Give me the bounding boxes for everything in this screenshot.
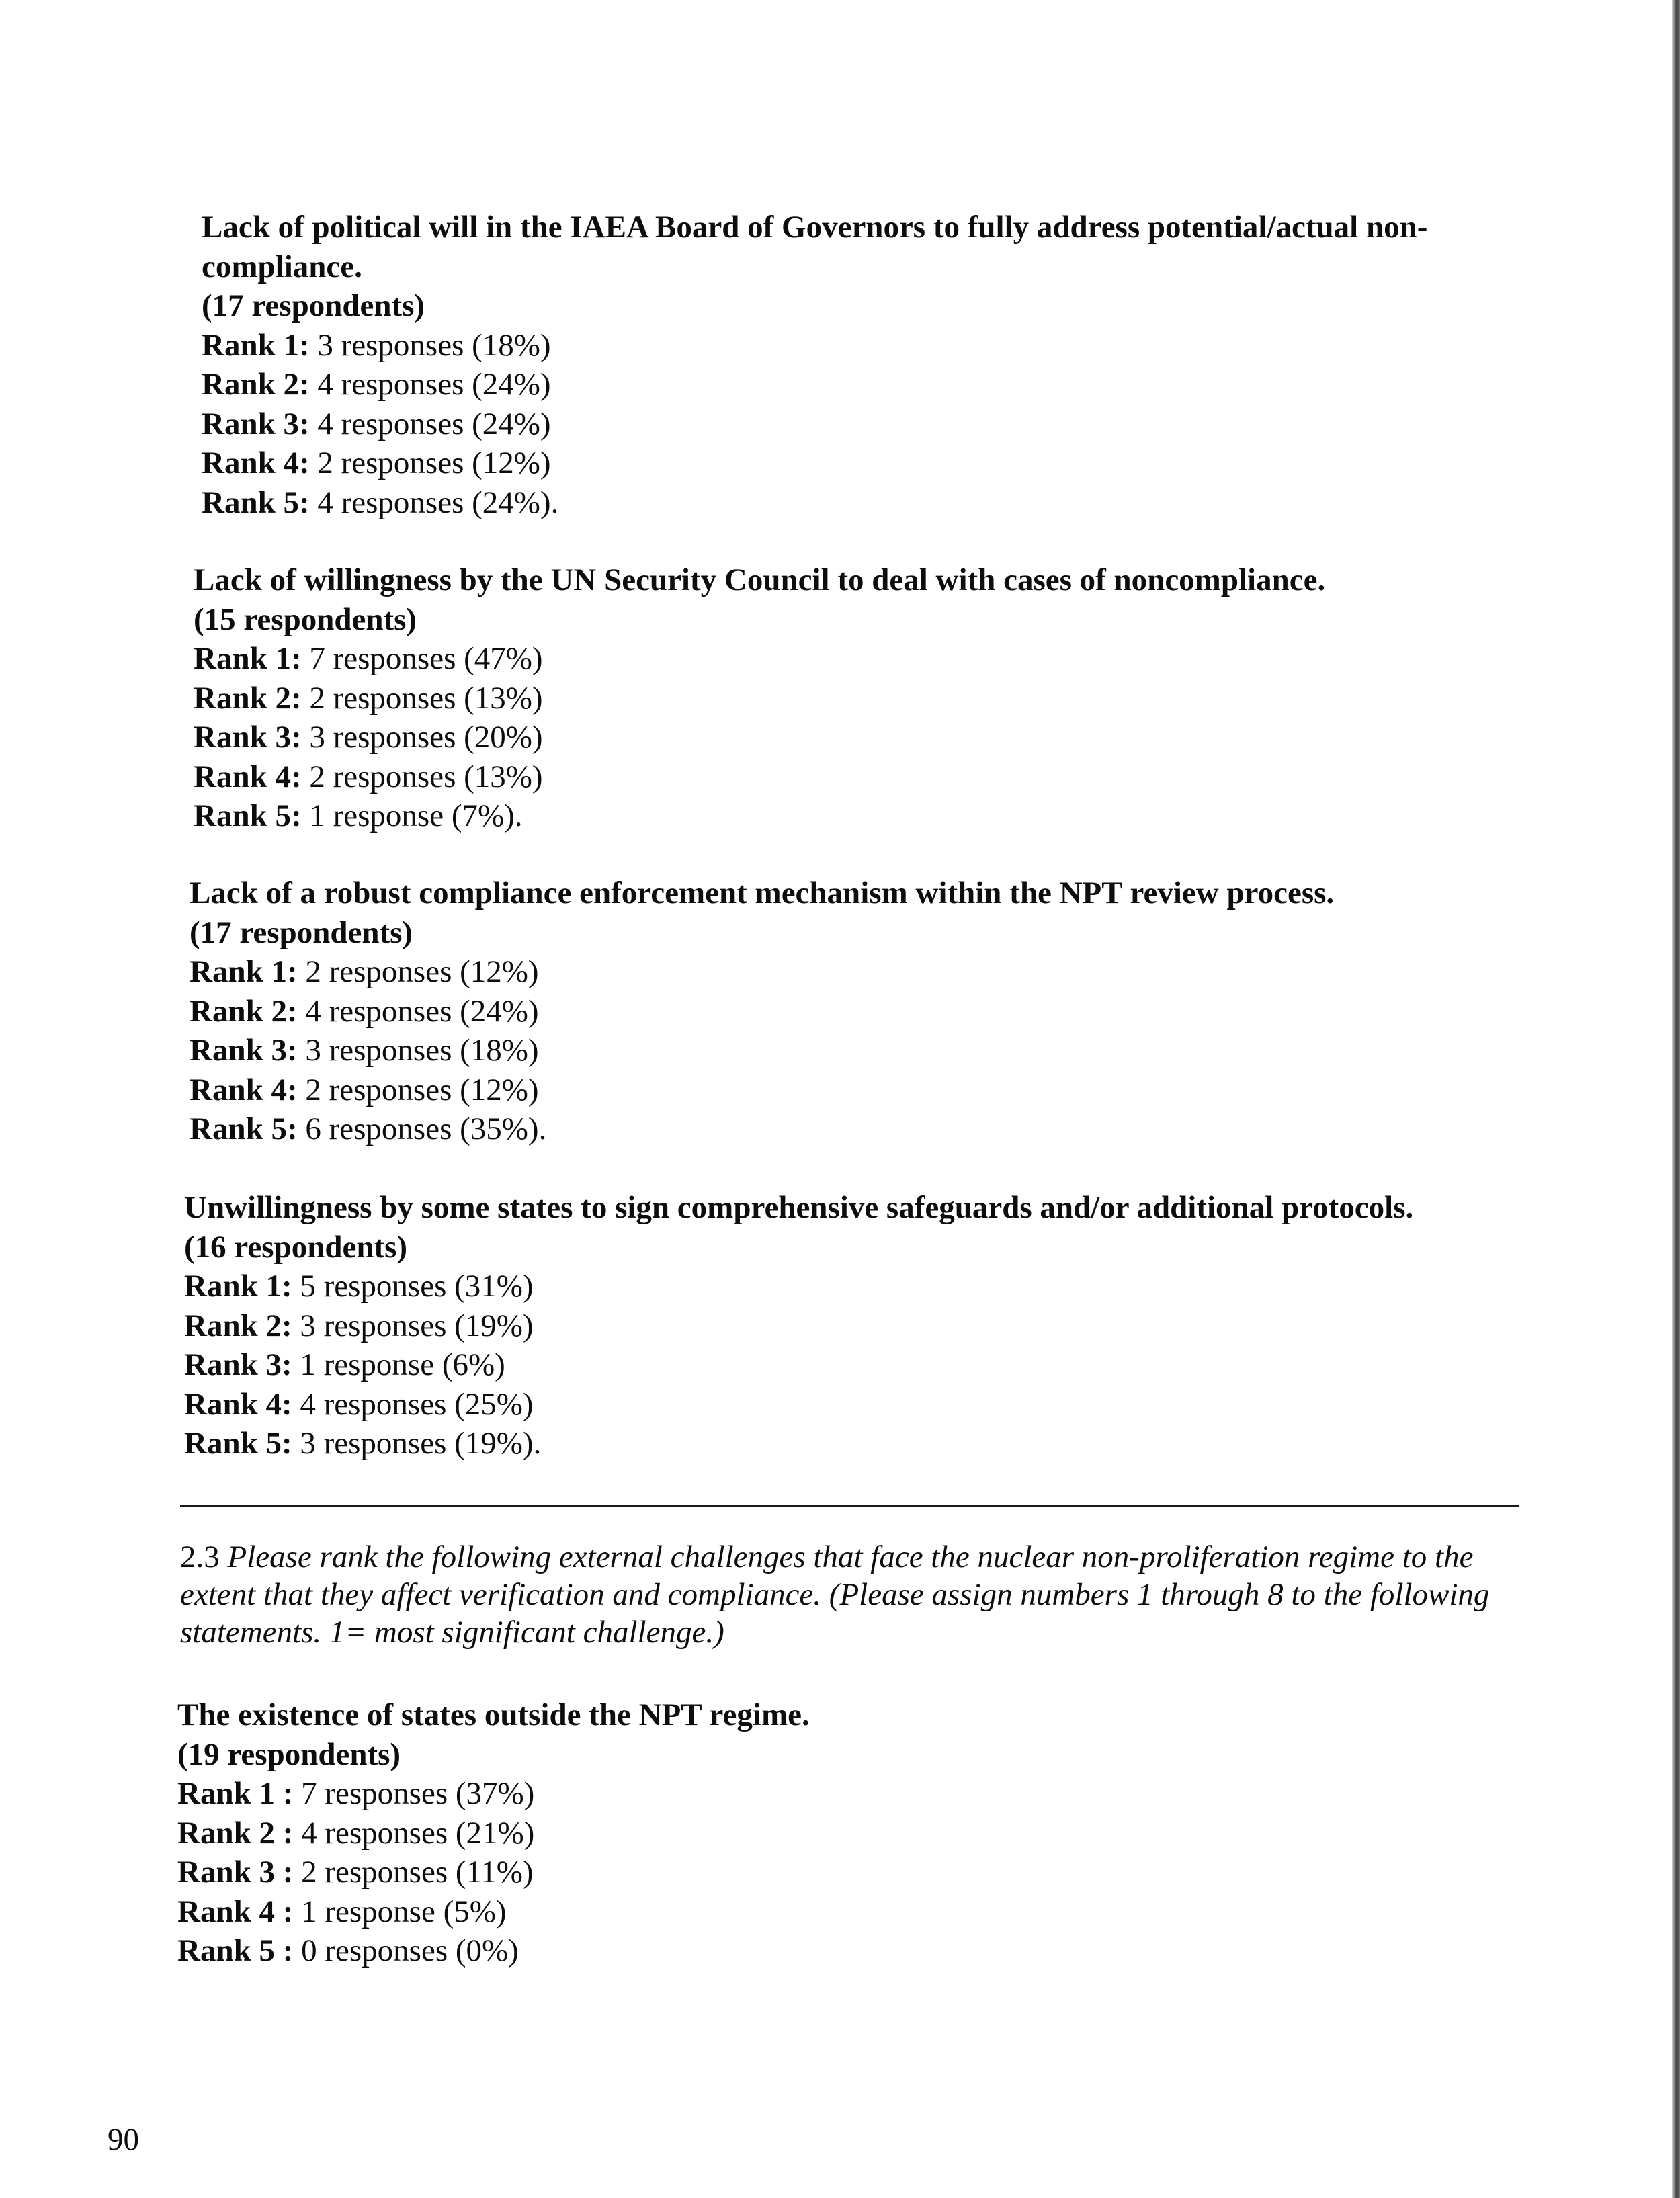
rank-label: Rank 4: <box>190 1072 298 1107</box>
rank-line <box>177 1814 1521 1853</box>
rank-line <box>190 1031 1534 1070</box>
rank-line <box>194 639 1538 679</box>
respondent-count: (17 respondents) <box>190 915 413 950</box>
rank-value: 4 responses (21%) <box>293 1815 535 1851</box>
rank-value: 2 responses (12%) <box>297 1072 539 1107</box>
survey-item-states-outside-npt <box>177 1695 1521 1971</box>
rank-label: Rank 1: <box>194 641 302 676</box>
item-heading: Lack of a robust compliance enforcement mechanism within the NPT review process. <box>190 876 1335 911</box>
rank-label: Rank 5: <box>190 1111 298 1146</box>
rank-value: 1 response (7%). <box>301 798 523 833</box>
rank-line <box>194 796 1538 836</box>
question-2-3 <box>180 1538 1527 1651</box>
rank-line <box>202 326 1536 366</box>
rank-label: Rank 2: <box>184 1308 292 1343</box>
page-number: 90 <box>108 2122 139 2157</box>
rank-label: Rank 4: <box>184 1386 292 1422</box>
rank-line <box>184 1306 1531 1346</box>
rank-label: Rank 4: <box>202 446 310 480</box>
rank-label: Rank 5: <box>202 484 310 520</box>
survey-item-safeguards-protocols <box>184 1188 1531 1464</box>
respondent-count: (17 respondents) <box>202 288 425 323</box>
rank-label: Rank 2: <box>190 993 298 1029</box>
rank-label: Rank 4: <box>194 759 302 794</box>
rank-line <box>202 365 1536 405</box>
rank-line <box>184 1267 1531 1306</box>
rank-value: 3 responses (18%) <box>297 1033 539 1068</box>
survey-item-npt-enforcement <box>190 874 1534 1149</box>
rank-line <box>177 1892 1521 1932</box>
rank-value: 4 responses (25%) <box>292 1386 534 1422</box>
rank-value: 3 responses (19%). <box>292 1426 542 1461</box>
survey-item-iaea-board <box>202 208 1536 522</box>
rank-line <box>202 483 1536 523</box>
rank-value: 1 response (6%) <box>292 1347 505 1382</box>
rank-label: Rank 3: <box>202 406 310 441</box>
rank-line <box>184 1345 1531 1385</box>
survey-item-un-security-council <box>194 560 1538 836</box>
rank-line <box>177 1931 1521 1971</box>
rank-label: Rank 3: <box>194 720 302 755</box>
item-heading: The existence of states outside the NPT regime. <box>177 1697 810 1732</box>
rank-line <box>194 757 1538 797</box>
item-heading: Lack of willingness by the UN Security Council to deal with cases of noncompliance. <box>194 562 1326 597</box>
rank-label: Rank 2: <box>202 367 310 402</box>
rank-label: Rank 2: <box>194 680 302 716</box>
rank-value: 6 responses (35%). <box>297 1111 547 1146</box>
rank-value: 2 responses (12%) <box>309 446 551 480</box>
rank-line <box>202 443 1536 483</box>
rank-line <box>190 992 1534 1031</box>
rank-line <box>194 718 1538 757</box>
rank-value: 2 responses (13%) <box>301 759 543 794</box>
question-text: Please rank the following external challenges that face the nuclear non-proliferation regime to the extent that they affect verification and compliance. (Please assign numbers 1 through 8 to the following statements. 1= most significant challenge.) <box>180 1539 1490 1650</box>
rank-label: Rank 4 : <box>177 1894 294 1929</box>
rank-label: Rank 3 : <box>177 1855 294 1890</box>
rank-value: 7 responses (47%) <box>301 641 543 676</box>
rank-line <box>190 952 1534 992</box>
rank-value: 2 responses (12%) <box>297 954 539 989</box>
rank-line <box>190 1109 1534 1149</box>
rank-label: Rank 3: <box>184 1347 292 1382</box>
rank-line <box>184 1424 1531 1464</box>
rank-value: 1 response (5%) <box>293 1894 507 1929</box>
rank-value: 7 responses (37%) <box>293 1776 535 1811</box>
rank-line <box>184 1385 1531 1425</box>
rank-value: 2 responses (13%) <box>301 680 543 716</box>
rank-line <box>190 1070 1534 1110</box>
question-number: 2.3 <box>180 1539 220 1574</box>
rank-line <box>177 1853 1521 1892</box>
rank-value: 3 responses (20%) <box>301 720 543 755</box>
rank-value: 3 responses (18%) <box>309 327 551 363</box>
rank-value: 4 responses (24%) <box>309 367 551 402</box>
rank-value: 4 responses (24%) <box>309 406 551 441</box>
item-heading: Unwillingness by some states to sign comprehensive safeguards and/or additional protocols. <box>184 1190 1414 1225</box>
rank-label: Rank 1: <box>202 327 310 363</box>
respondent-count: (15 respondents) <box>194 601 417 637</box>
rank-value: 4 responses (24%) <box>297 993 539 1029</box>
rank-value: 2 responses (11%) <box>293 1855 534 1890</box>
item-heading: Lack of political will in the IAEA Board of Governors to fully address potential/actual non-compliance. <box>202 210 1428 284</box>
rank-label: Rank 5: <box>194 798 302 833</box>
rank-line <box>194 679 1538 718</box>
rank-value: 3 responses (19%) <box>292 1308 534 1343</box>
rank-label: Rank 1: <box>190 954 298 989</box>
section-divider <box>180 1505 1519 1507</box>
rank-line <box>177 1774 1521 1814</box>
rank-value: 0 responses (0%) <box>293 1933 519 1968</box>
rank-value: 5 responses (31%) <box>292 1269 534 1304</box>
rank-label: Rank 5: <box>184 1426 292 1461</box>
rank-label: Rank 1: <box>184 1269 292 1304</box>
respondent-count: (19 respondents) <box>177 1736 401 1772</box>
respondent-count: (16 respondents) <box>184 1229 408 1265</box>
page-binding-edge <box>1672 0 1680 2198</box>
rank-label: Rank 2 : <box>177 1815 294 1851</box>
rank-label: Rank 3: <box>190 1033 298 1068</box>
rank-label: Rank 5 : <box>177 1933 294 1968</box>
rank-label: Rank 1 : <box>177 1776 294 1811</box>
rank-value: 4 responses (24%). <box>309 484 559 520</box>
rank-line <box>202 405 1536 444</box>
